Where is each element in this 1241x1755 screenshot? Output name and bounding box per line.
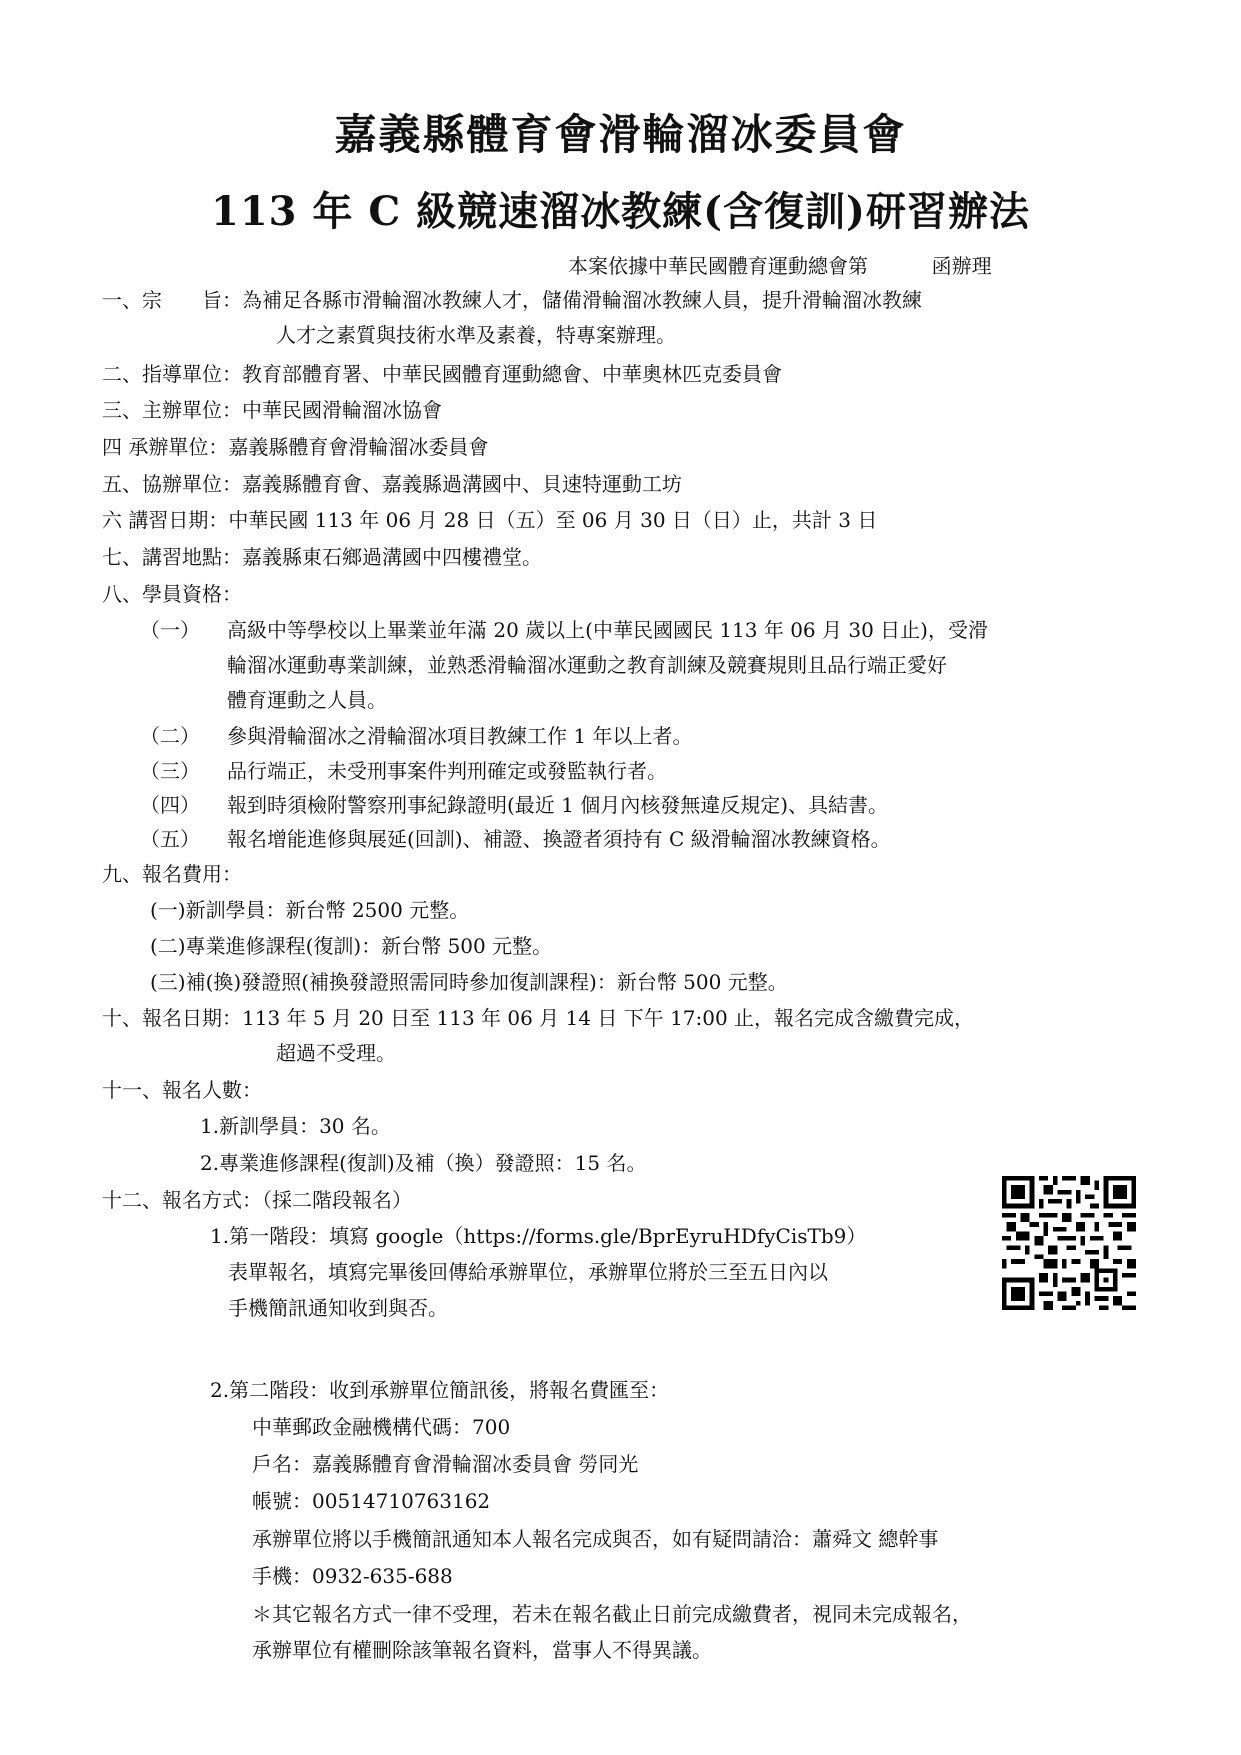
section-host: 四 承辦單位：嘉義縣體育會滑輪溜冰委員會: [102, 435, 489, 459]
eligibility-item-3: 品行端正，未受刑事案件判刑確定或發監執行者。: [227, 759, 667, 783]
account-name: 戶名：嘉義縣體育會滑輪溜冰委員會 勞同光: [252, 1452, 639, 1476]
fee-item-3: (三)補(換)發證照(補換發證照需同時參加復訓課程)：新台幣 500 元整。: [150, 970, 788, 994]
section-purpose-line2: 人才之素質與技術水準及素養，特專案辦理。: [276, 323, 676, 347]
section-dates: 六 講習日期：中華民國 113 年 06 月 28 日（五）至 06 月 30 日（日）止，共計 3 日: [102, 508, 878, 532]
section-co-organizers: 五、協辦單位：嘉義縣體育會、嘉義縣過溝國中、貝速特運動工坊: [102, 472, 682, 496]
section-registration-dates-line2: 超過不受理。: [276, 1041, 396, 1065]
notification-contact: 承辦單位將以手機簡訊通知本人報名完成與否，如有疑問請洽：蕭舜文 總幹事: [252, 1527, 939, 1551]
section-guidance-units: 二、指導單位：教育部體育署、中華民國體育運動總會、中華奧林匹克委員會: [102, 362, 782, 386]
capacity-item-2: 2.專業進修課程(復訓)及補（換）發證照：15 名。: [200, 1151, 647, 1175]
section-registration-method: 十二、報名方式：（採二階段報名）: [102, 1188, 412, 1212]
eligibility-item-1-line2: 輪溜冰運動專業訓練，並熟悉滑輪溜冰運動之教育訓練及競賽規則且品行端正愛好: [227, 653, 947, 677]
section-eligibility: 八、學員資格：: [102, 582, 242, 606]
section-organizer: 三、主辦單位：中華民國滑輪溜冰協會: [102, 398, 442, 422]
fee-item-1: (一)新訓學員：新台幣 2500 元整。: [150, 898, 470, 922]
contact-phone: 手機：0932-635-688: [252, 1564, 453, 1588]
section-fees: 九、報名費用：: [102, 862, 242, 886]
eligibility-item-5-number: （五）: [140, 827, 200, 851]
eligibility-item-5: 報名增能進修與展延(回訓)、補證、換證者須持有 C 級滑輪溜冰教練資格。: [227, 827, 891, 851]
fee-item-2: (二)專業進修課程(復訓)：新台幣 500 元整。: [150, 934, 553, 958]
legal-basis: 本案依據中華民國體育運動總會第 函辦理: [568, 254, 992, 278]
note-line2: 承辦單位有權刪除該筆報名資料，當事人不得異議。: [252, 1638, 712, 1662]
bank-code: 中華郵政金融機構代碼：700: [252, 1415, 511, 1439]
section-purpose-line1: 一、宗 旨：為補足各縣市滑輪溜冰教練人才，儲備滑輪溜冰教練人員，提升滑輪溜冰教練: [102, 288, 922, 312]
eligibility-item-3-number: （三）: [140, 759, 200, 783]
document-subtitle: 113 年 C 級競速溜冰教練(含復訓)研習辦法: [211, 188, 1030, 235]
eligibility-item-1-line1: 高級中等學校以上畢業並年滿 20 歲以上(中華民國國民 113 年 06 月 30 日止)，受滑: [227, 618, 988, 642]
eligibility-item-2-number: （二）: [140, 724, 200, 748]
capacity-item-1: 1.新訓學員：30 名。: [200, 1114, 391, 1138]
section-location: 七、講習地點：嘉義縣東石鄉過溝國中四樓禮堂。: [102, 545, 542, 569]
eligibility-item-4-number: （四）: [140, 793, 200, 817]
section-registration-dates-line1: 十、報名日期：113 年 5 月 20 日至 113 年 06 月 14 日 下午 17:00 止，報名完成含繳費完成，: [102, 1006, 975, 1030]
stage-1-line1: 1.第一階段：填寫 google（https://forms.gle/BprEyruHDfyCisTb9）: [210, 1224, 867, 1248]
qr-code-icon[interactable]: [1002, 1176, 1136, 1310]
note-line1: ＊其它報名方式一律不受理，若未在報名截止日前完成繳費者，視同未完成報名，: [252, 1602, 972, 1626]
stage-1-line3: 手機簡訊通知收到與否。: [228, 1296, 448, 1320]
stage-1-line2: 表單報名，填寫完畢後回傳給承辦單位，承辦單位將於三至五日內以: [228, 1260, 828, 1284]
eligibility-item-1-line3: 體育運動之人員。: [227, 688, 387, 712]
stage-2: 2.第二階段：收到承辦單位簡訊後，將報名費匯至：: [210, 1378, 670, 1402]
eligibility-item-2: 參與滑輪溜冰之滑輪溜冰項目教練工作 1 年以上者。: [227, 724, 693, 748]
eligibility-item-4: 報到時須檢附警察刑事紀錄證明(最近 1 個月內核發無違反規定)、具結書。: [227, 793, 889, 817]
account-number: 帳號：00514710763162: [252, 1489, 491, 1513]
section-capacity: 十一、報名人數：: [102, 1078, 262, 1102]
eligibility-item-1-number: （一）: [140, 618, 200, 642]
document-title: 嘉義縣體育會滑輪溜冰委員會: [334, 110, 907, 159]
